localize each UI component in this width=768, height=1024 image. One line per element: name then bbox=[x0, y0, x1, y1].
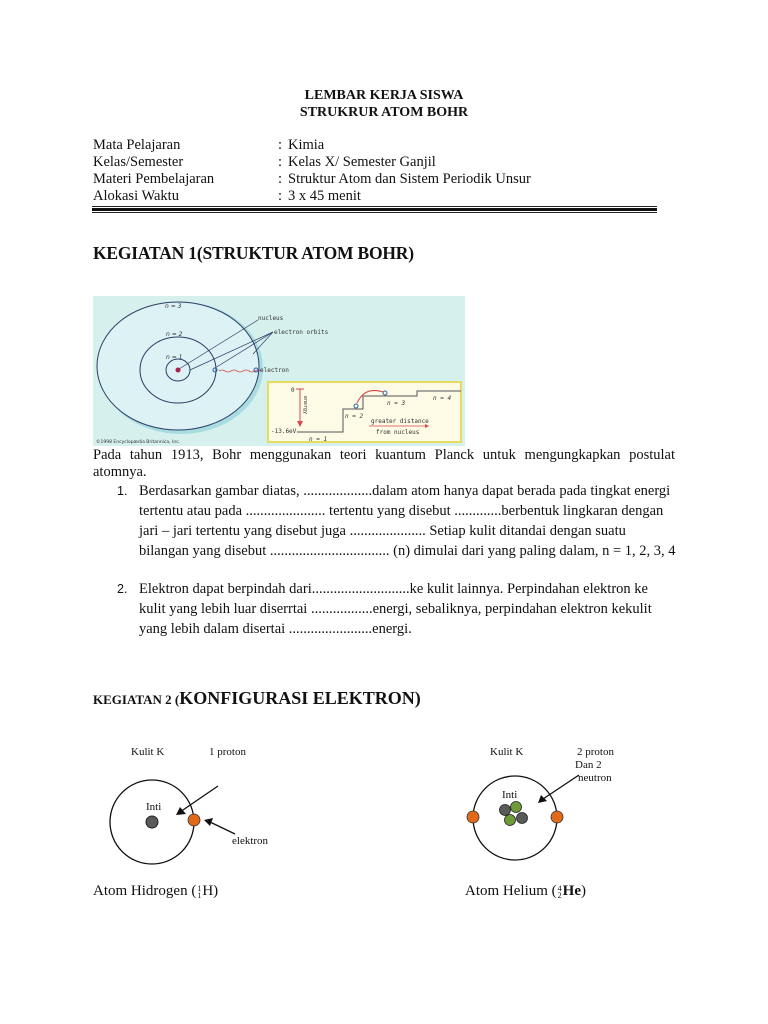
svg-text:from nucleus: from nucleus bbox=[376, 429, 420, 436]
question-number: 1. bbox=[117, 484, 128, 498]
svg-text:nucleus: nucleus bbox=[258, 315, 284, 322]
meta-row bbox=[93, 137, 324, 154]
hydrogen-proton-label: 1 proton bbox=[209, 746, 246, 758]
kegiatan-2-heading-title: KONFIGURASI ELEKTRON) bbox=[179, 688, 421, 708]
bohr-model-figure bbox=[93, 296, 465, 446]
svg-text:electron: electron bbox=[260, 367, 289, 374]
mass-number: 4 bbox=[557, 883, 562, 893]
question-text: Elektron dapat berpindah dari...........................ke kulit lainnya. Perpindahan elektron ke kulit yang lebih luar diserrtai .................energi, sebaliknya, perpindahan elektron kekulit yang lebih dalam disertai .......................energi. bbox=[139, 581, 652, 637]
meta-row bbox=[93, 171, 531, 188]
question-list bbox=[117, 481, 677, 639]
question-number: 2. bbox=[117, 582, 128, 596]
hydrogen-atom-graphic bbox=[100, 770, 300, 870]
kegiatan-1-heading: KEGIATAN 1(STRUKTUR ATOM BOHR) bbox=[93, 243, 414, 263]
question-text: Berdasarkan gambar diatas, ...................dalam atom hanya dapat berada pada tingkat energi tertentu atau pada ...................... tertentu yang disebut .............berbentuk lingkaran dengan jari – jari tertentu yang disebut juga ..................... Setiap kulit ditandai dengan suatu bilangan yang disebut ................................. (n) dimulai dari yang paling dalam, n = 1, 2, 3, 4 bbox=[139, 483, 676, 559]
helium-nucleus-note: neutron bbox=[578, 772, 612, 784]
svg-text:greater distance: greater distance bbox=[371, 418, 429, 425]
svg-text:©1998 Encyclopædia Britannica,: ©1998 Encyclopædia Britannica, Inc. bbox=[96, 440, 181, 445]
meta-value: 3 x 45 menit bbox=[288, 188, 361, 204]
atomic-number: 2 bbox=[557, 890, 562, 900]
meta-label: Kelas/Semester bbox=[93, 154, 184, 170]
svg-text:n = 3: n = 3 bbox=[387, 400, 406, 407]
mass-number: 1 bbox=[197, 883, 202, 893]
svg-text:n = 1: n = 1 bbox=[166, 354, 183, 361]
helium-nucleus-note: 2 proton bbox=[577, 746, 614, 758]
hydrogen-caption bbox=[93, 883, 218, 900]
meta-colon: : bbox=[278, 137, 283, 153]
meta-label: Alokasi Waktu bbox=[93, 188, 179, 204]
meta-value: Kimia bbox=[288, 137, 325, 153]
svg-text:0: 0 bbox=[291, 387, 295, 394]
svg-text:n = 3: n = 3 bbox=[165, 303, 182, 310]
worksheet-subtitle: STRUKRUR ATOM BOHR bbox=[299, 105, 469, 120]
element-symbol: He bbox=[562, 883, 581, 899]
isotope-notation bbox=[197, 885, 201, 899]
meta-colon: : bbox=[278, 154, 283, 170]
meta-value: Kelas X/ Semester Ganjil bbox=[288, 154, 436, 170]
hydrogen-shell-label: Kulit K bbox=[131, 746, 165, 758]
svg-text:-13.6eV: -13.6eV bbox=[271, 428, 297, 435]
worksheet-title: LEMBAR KERJA SISWA bbox=[304, 88, 464, 103]
question-item bbox=[117, 579, 677, 639]
svg-text:energy: energy bbox=[302, 396, 308, 415]
header-rule bbox=[92, 212, 657, 213]
element-symbol: H bbox=[202, 883, 214, 899]
helium-nucleus-label: Inti bbox=[502, 789, 518, 801]
meta-row bbox=[93, 154, 436, 171]
meta-label: Materi Pembelajaran bbox=[93, 171, 215, 187]
caption-prefix: Atom Hidrogen ( bbox=[93, 883, 197, 899]
caption-suffix: ) bbox=[213, 883, 219, 899]
svg-text:n = 2: n = 2 bbox=[345, 413, 364, 420]
svg-text:n = 2: n = 2 bbox=[166, 331, 183, 338]
question-item bbox=[117, 481, 677, 561]
caption-suffix: ) bbox=[580, 883, 586, 899]
caption-prefix: Atom Helium ( bbox=[465, 883, 557, 899]
header-rule bbox=[92, 206, 657, 207]
helium-atom-graphic bbox=[460, 770, 580, 870]
meta-colon: : bbox=[278, 188, 283, 204]
kegiatan-2-heading bbox=[93, 688, 421, 709]
kegiatan-2-heading-prefix: KEGIATAN 2 ( bbox=[93, 692, 180, 707]
meta-value: Struktur Atom dan Sistem Periodik Unsur bbox=[288, 171, 531, 187]
helium-shell-label: Kulit K bbox=[490, 746, 524, 758]
svg-text:n = 1: n = 1 bbox=[309, 436, 328, 443]
header-rule bbox=[92, 208, 657, 211]
meta-label: Mata Pelajaran bbox=[93, 137, 181, 153]
helium-nucleus-note: Dan 2 bbox=[575, 759, 602, 771]
isotope-notation bbox=[558, 885, 562, 899]
hydrogen-nucleus-label: Inti bbox=[146, 801, 162, 813]
atomic-number: 1 bbox=[197, 890, 202, 900]
svg-text:n = 4: n = 4 bbox=[433, 395, 452, 402]
intro-paragraph: Pada tahun 1913, Bohr menggunakan teori kuantum Planck untuk mengungkapkan postulat atomnya. bbox=[93, 447, 675, 480]
svg-text:electron orbits: electron orbits bbox=[274, 329, 329, 336]
hydrogen-electron-label: elektron bbox=[232, 835, 269, 847]
helium-caption bbox=[465, 883, 586, 900]
meta-colon: : bbox=[278, 171, 283, 187]
meta-row bbox=[93, 188, 361, 205]
